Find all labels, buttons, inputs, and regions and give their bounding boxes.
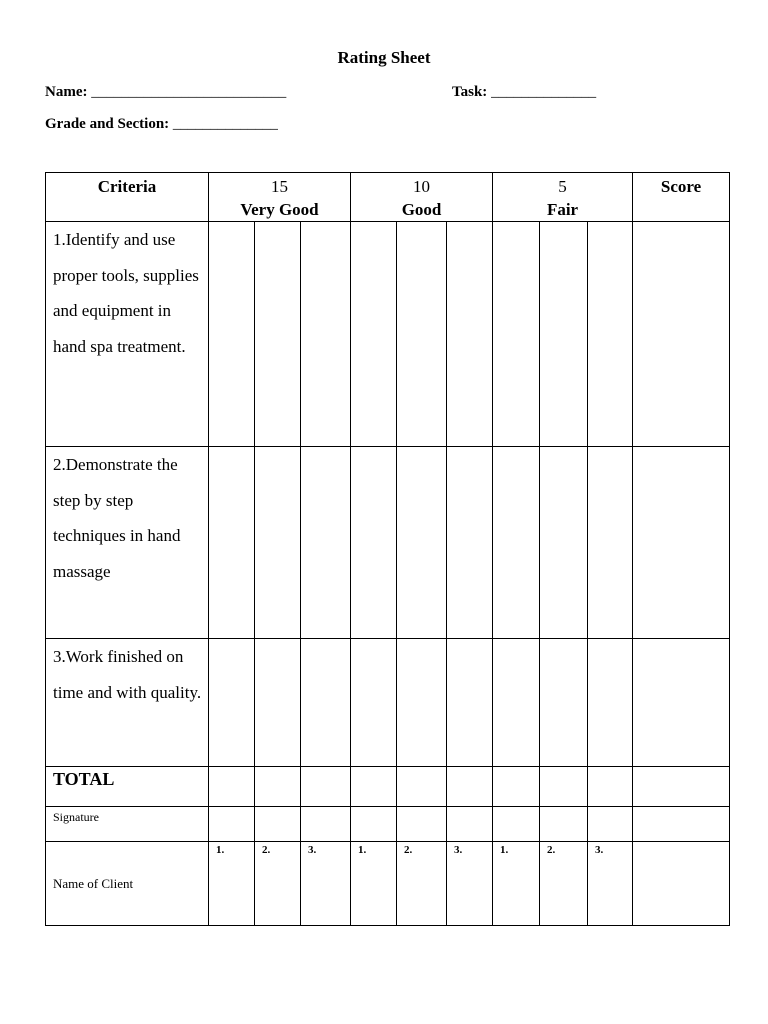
rating-cell[interactable] [447,447,493,639]
name-label: Name: [45,84,88,100]
total-cell[interactable] [540,767,588,807]
client-number-2[interactable]: 2. [540,842,588,926]
signature-cell[interactable] [540,807,588,842]
client-number-3[interactable]: 3. [301,842,351,926]
criteria-header: Criteria [46,173,209,222]
rating-cell[interactable] [447,639,493,767]
task-field[interactable] [452,84,596,101]
client-label: Name of Client [46,842,209,926]
total-cell[interactable] [588,767,633,807]
good-header [351,173,493,222]
signature-cell[interactable] [351,807,397,842]
signature-label: Signature [46,807,209,842]
good-label: Good [401,200,442,219]
task-blank[interactable]: ______________ [491,84,597,100]
total-score-cell[interactable] [633,767,730,807]
rating-cell[interactable] [209,222,255,447]
signature-score-cell[interactable] [633,807,730,842]
score-cell[interactable] [633,639,730,767]
total-cell[interactable] [301,767,351,807]
fair-points: 5 [558,177,567,196]
signature-cell[interactable] [493,807,540,842]
rating-cell[interactable] [493,447,540,639]
criteria-row-2 [46,447,730,639]
rating-table [45,172,730,926]
name-blank[interactable]: __________________________ [91,84,287,100]
client-number-1[interactable]: 1. [493,842,540,926]
client-row [46,842,730,926]
rating-cell[interactable] [209,639,255,767]
total-cell[interactable] [209,767,255,807]
client-number-1[interactable]: 1. [351,842,397,926]
signature-row [46,807,730,842]
rating-cell[interactable] [255,222,301,447]
fair-header [493,173,633,222]
total-cell[interactable] [397,767,447,807]
client-number-1[interactable]: 1. [209,842,255,926]
criteria-row-3 [46,639,730,767]
rating-cell[interactable] [447,222,493,447]
criterion-3: 3.Work finished on time and with quality. [46,639,209,767]
rating-cell[interactable] [397,222,447,447]
rating-cell[interactable] [540,639,588,767]
very-good-header [209,173,351,222]
name-field[interactable] [45,84,286,101]
client-number-2[interactable]: 2. [397,842,447,926]
rating-cell[interactable] [540,222,588,447]
total-label: TOTAL [46,767,209,807]
good-points: 10 [413,177,431,196]
grade-section-blank[interactable]: ______________ [172,116,278,132]
rating-cell[interactable] [588,447,633,639]
signature-cell[interactable] [255,807,301,842]
fair-label: Fair [546,200,579,219]
very-good-points: 15 [271,177,289,196]
very-good-label: Very Good [240,200,319,219]
rating-cell[interactable] [301,222,351,447]
client-score-cell[interactable] [633,842,730,926]
rating-cell[interactable] [493,639,540,767]
grade-section-field[interactable] [45,116,278,133]
total-cell[interactable] [351,767,397,807]
signature-cell[interactable] [209,807,255,842]
task-label: Task: [452,84,488,100]
header-row [46,173,730,222]
rating-cell[interactable] [397,447,447,639]
client-number-3[interactable]: 3. [447,842,493,926]
rating-cell[interactable] [209,447,255,639]
signature-cell[interactable] [301,807,351,842]
total-row [46,767,730,807]
total-cell[interactable] [493,767,540,807]
client-number-3[interactable]: 3. [588,842,633,926]
criterion-1: 1.Identify and use proper tools, supplies and equipment in hand spa treatment. [46,222,209,447]
score-header: Score [633,173,730,222]
rating-cell[interactable] [493,222,540,447]
criteria-row-1 [46,222,730,447]
total-cell[interactable] [255,767,301,807]
rating-cell[interactable] [255,447,301,639]
rating-cell[interactable] [397,639,447,767]
rating-cell[interactable] [351,639,397,767]
rating-cell[interactable] [588,639,633,767]
signature-cell[interactable] [447,807,493,842]
signature-cell[interactable] [397,807,447,842]
client-number-2[interactable]: 2. [255,842,301,926]
rating-cell[interactable] [351,447,397,639]
rating-cell[interactable] [588,222,633,447]
total-cell[interactable] [447,767,493,807]
page-title: Rating Sheet [337,48,431,67]
rating-cell[interactable] [301,447,351,639]
rating-cell[interactable] [351,222,397,447]
rating-cell[interactable] [301,639,351,767]
rating-cell[interactable] [255,639,301,767]
signature-cell[interactable] [588,807,633,842]
score-cell[interactable] [633,447,730,639]
rating-cell[interactable] [540,447,588,639]
criterion-2: 2.Demonstrate the step by step techniques in hand massage [46,447,209,639]
grade-section-label: Grade and Section: [45,116,170,132]
score-cell[interactable] [633,222,730,447]
